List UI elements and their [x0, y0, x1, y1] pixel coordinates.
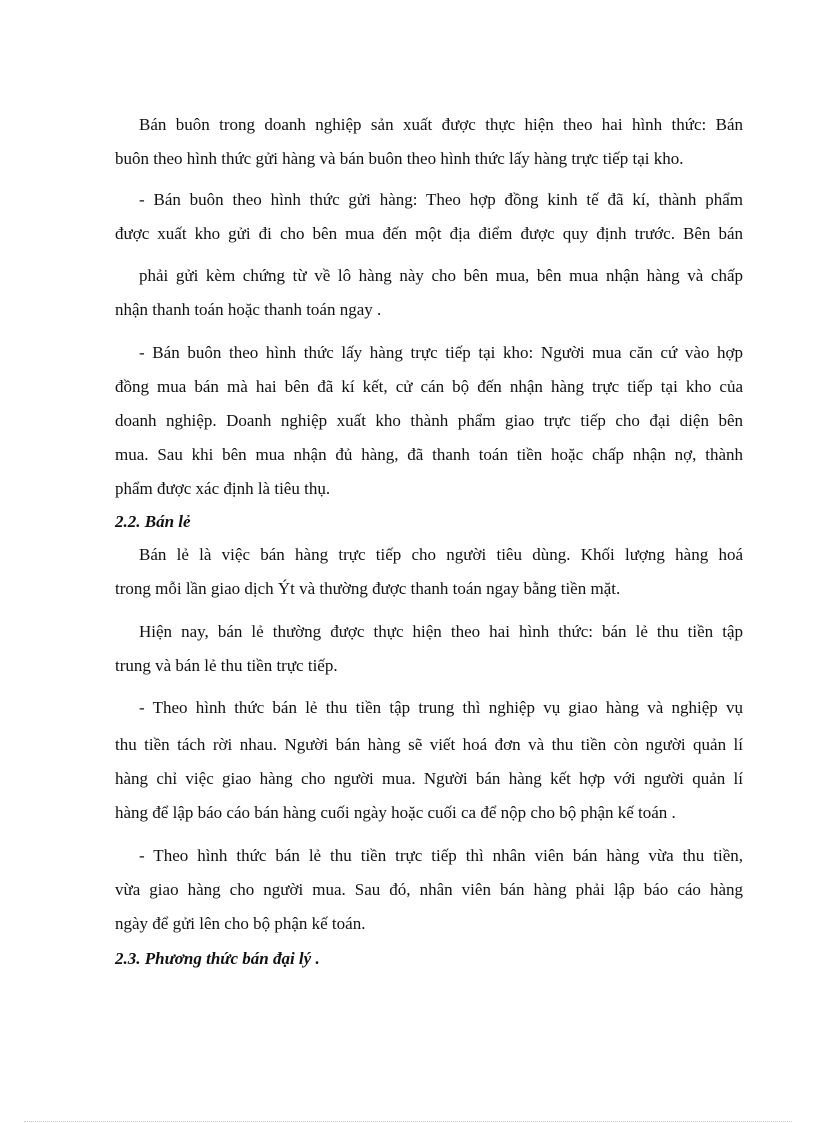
paragraph-line: đồng mua bán mà hai bên đã kí kết, cử cán bộ đến nhận hàng trực tiếp tại kho của	[115, 377, 743, 396]
paragraph-line: - Theo hình thức bán lẻ thu tiền tập trung thì nghiệp vụ giao hàng và nghiệp vụ	[139, 698, 743, 717]
paragraph-line: phải gửi kèm chứng từ về lô hàng này cho bên mua, bên mua nhận hàng và chấp	[139, 266, 743, 285]
paragraph-line: buôn theo hình thức gửi hàng và bán buôn theo hình thức lấy hàng trực tiếp tại kho.	[115, 149, 684, 168]
paragraph-line: hàng để lập báo cáo bán hàng cuối ngày hoặc cuối ca để nộp cho bộ phận kế toán .	[115, 803, 676, 822]
paragraph-line: - Theo hình thức bán lẻ thu tiền trực tiếp thì nhân viên bán hàng vừa thu tiền,	[139, 846, 743, 865]
paragraph-line: mua. Sau khi bên mua nhận đủ hàng, đã thanh toán tiền hoặc chấp nhận nợ, thành	[115, 445, 743, 464]
paragraph-line: hàng chỉ việc giao hàng cho người mua. Người bán hàng kết hợp với người quản lí	[115, 769, 743, 788]
paragraph-line: phẩm được xác định là tiêu thụ.	[115, 479, 331, 498]
paragraph-line: Bán lẻ là việc bán hàng trực tiếp cho người tiêu dùng. Khối lượng hàng hoá	[139, 545, 743, 564]
paragraph-line: - Bán buôn theo hình thức lấy hàng trực tiếp tại kho: Người mua căn cứ vào hợp	[139, 343, 743, 362]
section-heading: 2.3. Phương thức bán đại lý .	[115, 949, 320, 968]
paragraph-line: vừa giao hàng cho người mua. Sau đó, nhân viên bán hàng phải lập báo cáo hàng	[115, 880, 743, 899]
paragraph-line: Bán buôn trong doanh nghiệp sản xuất được thực hiện theo hai hình thức: Bán	[139, 115, 743, 134]
paragraph-line: trong mỗi lần giao dịch Ýt và thường được thanh toán ngay bằng tiền mặt.	[115, 579, 621, 598]
paragraph-line: doanh nghiệp. Doanh nghiệp xuất kho thành phẩm giao trực tiếp cho đại diện bên	[115, 411, 743, 430]
paragraph-line: thu tiền tách rời nhau. Người bán hàng sẽ viết hoá đơn và thu tiền còn người quản lí	[115, 735, 743, 754]
paragraph-line: - Bán buôn theo hình thức gửi hàng: Theo hợp đồng kinh tế đã kí, thành phẩm	[139, 190, 743, 209]
paragraph-line: ngày để gửi lên cho bộ phận kế toán.	[115, 914, 366, 933]
paragraph-line: nhận thanh toán hoặc thanh toán ngay .	[115, 300, 382, 319]
section-heading: 2.2. Bán lẻ	[115, 512, 191, 531]
paragraph-line: Hiện nay, bán lẻ thường được thực hiện theo hai hình thức: bán lẻ thu tiền tập	[139, 622, 743, 641]
paragraph-line: trung và bán lẻ thu tiền trực tiếp.	[115, 656, 338, 675]
page-bottom-divider	[24, 1121, 792, 1122]
paragraph-line: được xuất kho gửi đi cho bên mua đến một địa điểm được quy định trước. Bên bán	[115, 224, 743, 243]
